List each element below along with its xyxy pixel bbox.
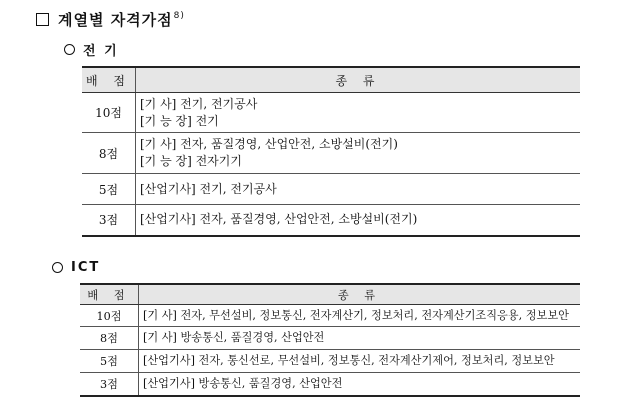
type-line: [산업기사] 전자, 통신선로, 무선설비, 정보통신, 전자계산기제어, 정보처리, 정보보안 — [143, 354, 555, 367]
score-cell: 3점 — [82, 205, 136, 236]
type-cell — [139, 373, 581, 396]
table-header-row — [82, 67, 580, 93]
type-line: [산업기사] 방송통신, 품질경영, 산업안전 — [143, 376, 343, 390]
page-title-text: 계열별 자격가점 — [58, 10, 173, 29]
type-line: [기 사] 전자, 무선설비, 정보통신, 전자계산기, 정보처리, 전자계산기조직응용, 정보보안 — [143, 308, 569, 322]
header-score: 배 점 — [82, 67, 136, 93]
ict-score-table — [80, 283, 580, 397]
table-row — [80, 350, 580, 373]
type-cell — [136, 133, 581, 174]
type-cell — [139, 327, 581, 350]
checkbox-square-icon — [36, 13, 49, 26]
score-cell: 10점 — [80, 305, 139, 327]
type-cell — [139, 350, 581, 373]
type-line: [산업기사] 전기, 전기공사 — [140, 181, 277, 196]
circle-bullet-icon — [52, 262, 63, 273]
type-line: [기 사] 전기, 전기공사 — [140, 96, 258, 111]
type-line: [산업기사] 전자, 품질경영, 산업안전, 소방설비(전기) — [140, 212, 418, 227]
section-heading-electric — [64, 40, 119, 58]
table-row — [80, 327, 580, 350]
header-score: 배 점 — [80, 284, 139, 305]
score-cell: 5점 — [80, 350, 139, 373]
table-row — [82, 174, 580, 205]
table-header-row — [80, 284, 580, 305]
type-cell — [136, 93, 581, 133]
score-cell: 8점 — [80, 327, 139, 350]
score-cell: 3점 — [80, 373, 139, 396]
type-cell — [136, 174, 581, 205]
page-title — [36, 8, 185, 30]
section-label: ICT — [71, 259, 101, 275]
type-line: [기 사] 방송통신, 품질경영, 산업안전 — [143, 331, 325, 344]
score-cell: 8점 — [82, 133, 136, 174]
table-row — [82, 133, 580, 174]
type-line: [기 사] 전자, 품질경영, 산업안전, 소방설비(전기) — [140, 137, 398, 151]
electric-score-table — [82, 66, 580, 237]
type-cell — [136, 205, 581, 236]
table-row — [80, 305, 580, 327]
type-line: [기 능 장] 전기 — [140, 113, 219, 128]
score-cell: 10점 — [82, 93, 136, 133]
table-row — [80, 373, 580, 396]
title-footnote: 8) — [173, 11, 185, 21]
table-row — [82, 205, 580, 236]
section-label: 전 기 — [83, 43, 119, 59]
type-cell — [139, 305, 581, 327]
section-heading-ict — [52, 258, 100, 276]
circle-bullet-icon — [64, 44, 75, 55]
type-line: [기 능 장] 전자기기 — [140, 154, 242, 168]
header-type: 종 류 — [136, 67, 581, 93]
table-row — [82, 93, 580, 133]
score-cell: 5점 — [82, 174, 136, 205]
header-type: 종 류 — [139, 284, 581, 305]
